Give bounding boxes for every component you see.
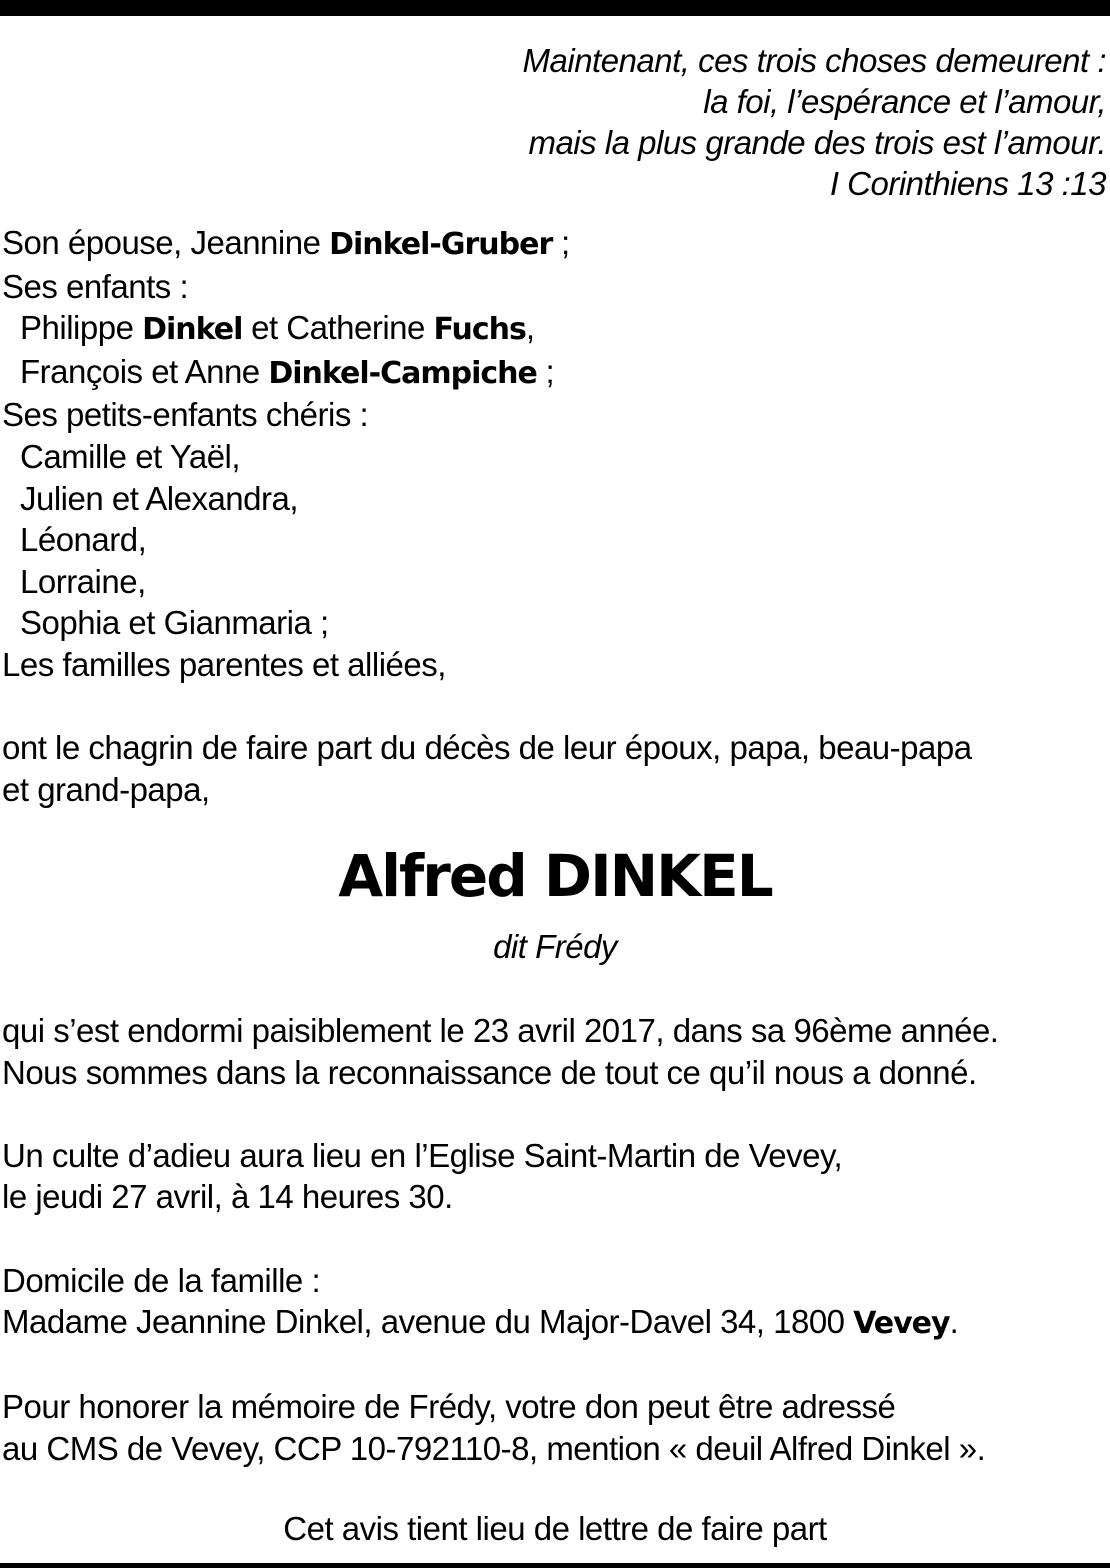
notice-details bbox=[2, 1010, 1102, 1470]
gratitude-line: Nous sommes dans la reconnaissance de tout ce qu’il nous a donné. bbox=[2, 1053, 977, 1091]
child2-prefix: François et Anne bbox=[20, 352, 269, 390]
family-list bbox=[2, 222, 1102, 810]
child2-suffix: ; bbox=[536, 352, 555, 390]
announcement-line: ont le chagrin de faire part du décès de leur époux, papa, beau-papa bbox=[2, 729, 972, 767]
domicile-address bbox=[2, 1301, 1102, 1345]
child1-prefix: Philippe bbox=[20, 309, 143, 347]
spouse-surname: Dinkel-Gruber bbox=[329, 227, 553, 262]
verse-line: la foi, l’espérance et l’amour, bbox=[703, 83, 1106, 120]
spouse-prefix: Son épouse, Jeannine bbox=[2, 224, 330, 261]
child1-surname: Dinkel bbox=[142, 312, 243, 348]
bottom-rule bbox=[0, 1563, 1110, 1568]
service-time-line: le jeudi 27 avril, à 14 heures 30. bbox=[2, 1178, 453, 1216]
spacer bbox=[2, 686, 1102, 728]
domicile-prefix: Madame Jeannine Dinkel, avenue du Major-Davel 34, 1800 bbox=[2, 1303, 854, 1341]
spacer bbox=[2, 1345, 1102, 1387]
child-line-1 bbox=[2, 307, 1102, 351]
grandchild-item: Sophia et Gianmaria ; bbox=[20, 604, 329, 642]
donation-line: Pour honorer la mémoire de Frédy, votre don peut être adressé bbox=[2, 1388, 896, 1426]
child2-surname: Dinkel-Campiche bbox=[268, 355, 537, 391]
child1-surname2: Fuchs bbox=[433, 312, 526, 348]
verse-line: Maintenant, ces trois choses demeurent : bbox=[522, 42, 1106, 79]
child1-middle: et Catherine bbox=[242, 309, 434, 347]
announcement-line: et grand-papa, bbox=[2, 770, 210, 808]
domicile-heading: Domicile de la famille : bbox=[2, 1261, 321, 1299]
domicile-city: Vevey bbox=[853, 1306, 950, 1342]
spouse-line bbox=[2, 222, 1102, 266]
service-line: Un culte d’adieu aura lieu en l’Eglise Saint-Martin de Vevey, bbox=[2, 1136, 843, 1174]
spouse-suffix: ; bbox=[552, 224, 570, 261]
spacer bbox=[2, 1093, 1102, 1135]
deceased-alias: dit Frédy bbox=[493, 928, 617, 965]
closing-note: Cet avis tient lieu de lettre de faire part bbox=[283, 1510, 827, 1547]
children-heading: Ses enfants : bbox=[2, 267, 189, 305]
donation-account-line: au CMS de Vevey, CCP 10-792110-8, mention « deuil Alfred Dinkel ». bbox=[2, 1429, 986, 1467]
grandchild-item: Lorraine, bbox=[20, 562, 146, 600]
grandchild-item: Julien et Alexandra, bbox=[20, 479, 299, 517]
death-line: qui s’est endormi paisiblement le 23 avril 2017, dans sa 96ème année. bbox=[2, 1012, 999, 1049]
deceased-name: Alfred DINKEL bbox=[338, 842, 772, 910]
verse-line: mais la plus grande des trois est l’amour. bbox=[528, 124, 1106, 161]
spacer bbox=[2, 1218, 1102, 1260]
grandchild-item: Camille et Yaël, bbox=[20, 437, 241, 475]
verse-reference: I Corinthiens 13 :13 bbox=[829, 165, 1106, 202]
relatives-line: Les familles parentes et alliées, bbox=[2, 645, 446, 683]
grandchild-item: Léonard, bbox=[20, 521, 147, 559]
bible-verse bbox=[206, 40, 1106, 204]
child1-suffix: , bbox=[525, 309, 535, 347]
grandchildren-heading: Ses petits-enfants chéris : bbox=[2, 396, 369, 434]
domicile-suffix: . bbox=[949, 1303, 959, 1341]
top-rule bbox=[0, 0, 1110, 16]
child-line-2 bbox=[2, 351, 1102, 395]
